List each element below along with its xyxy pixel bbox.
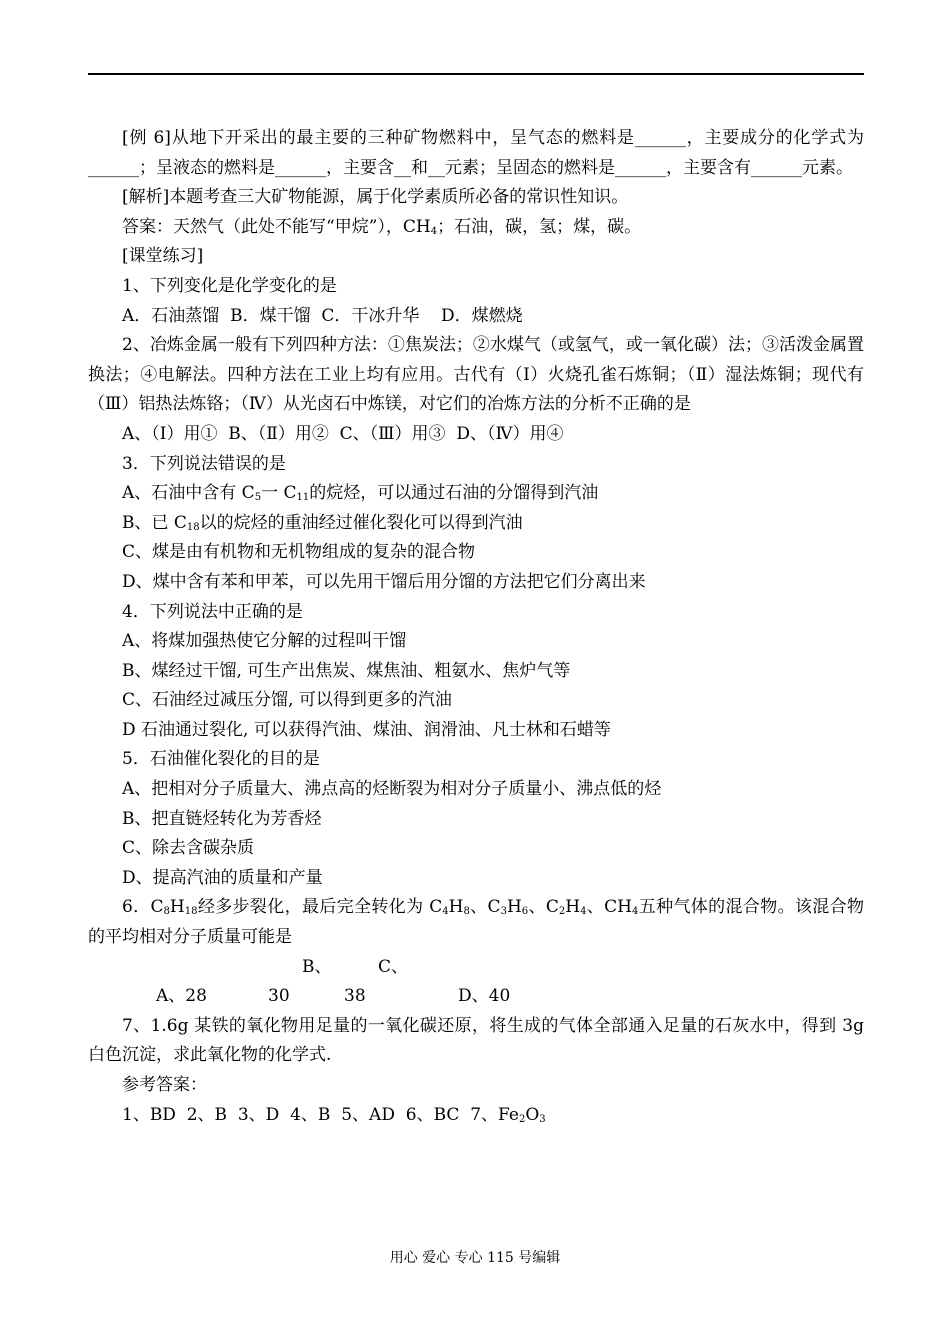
q3-option-a: A、石油中含有 $C_5$一 $C_{11}$的烷烃，可以通过石油的分馏得到汽油 [122, 483, 599, 504]
q1-options: A．石油蒸馏 B．煤干馏 C．干冰升华 D．煤燃烧 [122, 305, 523, 326]
q3-option-c: C、煤是由有机物和无机物组成的复杂的混合物 [122, 542, 476, 563]
q4-stem: 4．下列说法中正确的是 [122, 601, 303, 622]
q5-stem: 5．石油催化裂化的目的是 [122, 749, 320, 770]
q4-option-d: D 石油通过裂化, 可以获得汽油、煤油、润滑油、凡士林和石蜡等 [122, 719, 611, 740]
q5-option-a: A、把相对分子质量大、沸点高的烃断裂为相对分子质量小、沸点低的烃 [122, 779, 662, 800]
document-body [88, 124, 864, 1130]
q2-options: A、（Ⅰ）用① B、（Ⅱ）用② C、（Ⅲ）用③ D、（Ⅳ）用④ [122, 423, 564, 444]
exercise-header: [课堂练习] [122, 246, 204, 267]
q4-option-c: C、石油经过减压分馏, 可以得到更多的汽油 [122, 690, 452, 711]
reference-title: 参考答案： [122, 1075, 207, 1095]
q4-option-a: A、将煤加强热使它分解的过程叫干馏 [122, 631, 407, 652]
q5-option-b: B、把直链烃转化为芳香烃 [122, 808, 322, 829]
q5-option-d: D、提高汽油的质量和产量 [122, 867, 323, 888]
header-rule [88, 73, 864, 75]
q3-option-d: D、煤中含有苯和甲苯，可以先用干馏后用分馏的方法把它们分离出来 [122, 571, 646, 592]
q1-stem: 1、下列变化是化学变化的是 [122, 275, 337, 296]
q6-option-d: D、40 [458, 986, 511, 1007]
q3-stem: 3．下列说法错误的是 [122, 453, 286, 474]
example-analysis: [解析]本题考查三大矿物能源，属于化学素质所必备的常识性知识。 [122, 187, 629, 208]
q2-stem: 2、冶炼金属一般有下列四种方法：①焦炭法；②水煤气（或氢气，或一氧化碳）法；③活泼金属置换法；④电解法。四种方法在工业上均有应用。古代有（Ⅰ）火烧孔雀石炼铜；（Ⅱ）湿法炼铜；现代有（Ⅲ）铝热法炼铬；（Ⅳ）从光卤石中炼镁，对它们的冶炼方法的分析不正确的是 [88, 335, 864, 415]
q3-option-b: B、已 $C_{18}$以的烷烃的重油经过催化裂化可以得到汽油 [122, 512, 523, 533]
q6-options [88, 953, 864, 1012]
example-question: [例 6]从地下开采出的最主要的三种矿物燃料中，呈气态的燃料是______，主要成分的化学式为______；呈液态的燃料是______，主要含__和__元素；呈固态的燃料是______，主要含有______元素。 [88, 128, 864, 178]
page-footer: 用心 爱心 专心 115 号编辑 [389, 1250, 561, 1266]
q6-option-a: A、28 [156, 986, 207, 1007]
q6-stem: 6．$C_8H_{18}$经多步裂化，最后完全转化为 $C_4H_8$、$C_3H_6$、$C_2H_4$、$CH_4$五种气体的混合物。该混合物的平均相对分子质量可能是 [88, 897, 865, 948]
reference-answers: 1、BD 2、B 3、D 4、B 5、AD 6、BC 7、$Fe_2O_3$ [122, 1104, 546, 1125]
q7-stem: 7、1.6g 某铁的氧化物用足量的一氧化碳还原，将生成的气体全部通入足量的石灰水中，得到 3g 白色沉淀，求此氧化物的化学式. [88, 1015, 864, 1066]
q4-option-b: B、煤经过干馏, 可生产出焦炭、煤焦油、粗氨水、焦炉气等 [122, 660, 571, 681]
q6-option-b: B、30 [268, 956, 332, 1007]
q5-option-c: C、除去含碳杂质 [122, 838, 255, 859]
q6-option-c: C、38 [344, 956, 409, 1007]
example-answer: 答案：天然气（此处不能写“甲烷”），$CH_4$；石油，碳，氢；煤，碳。 [122, 216, 642, 237]
